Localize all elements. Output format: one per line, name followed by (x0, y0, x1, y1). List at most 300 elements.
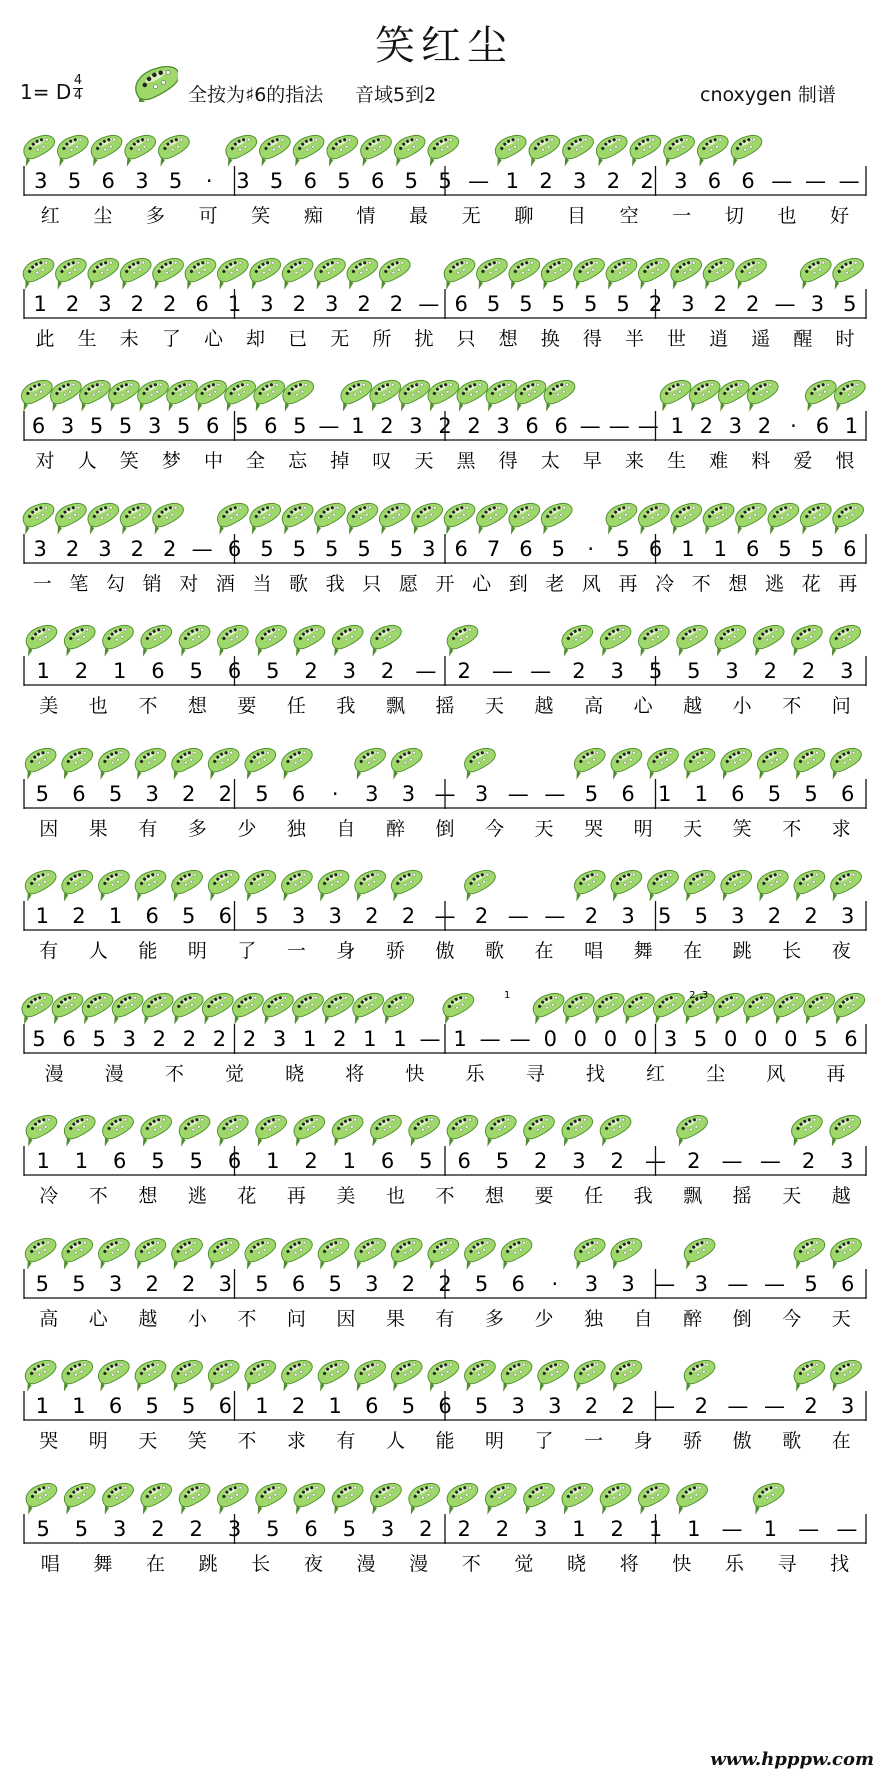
ocarina-icon (554, 1478, 597, 1514)
volta-label: 2, 3 (689, 989, 709, 1001)
score-system (0, 367, 888, 493)
jianpu-note: 5 (474, 1394, 489, 1418)
ocarina-icon (457, 743, 500, 779)
jianpu-note: 3 (236, 169, 250, 193)
jianpu-note: 1 (505, 169, 520, 193)
lyric-char: 求 (286, 1430, 306, 1452)
jianpu-note: 2 (438, 1271, 452, 1296)
lyric-char: 也 (88, 695, 108, 717)
jianpu-note: 5 (255, 781, 269, 806)
jianpu-note: 5 (328, 1271, 342, 1296)
lyric-char: 一 (286, 940, 306, 962)
jianpu-note: 3 (681, 291, 695, 316)
ocarina-icon (516, 1110, 559, 1146)
lyric-char: 切 (724, 205, 744, 227)
ocarina-icon (74, 988, 117, 1024)
jianpu-note: 2 (65, 291, 80, 316)
jianpu-note: — (838, 169, 860, 193)
jianpu-note: — (654, 1394, 676, 1418)
score-system (0, 980, 888, 1106)
jianpu-note: — (418, 291, 440, 316)
jianpu-note: 6 (745, 536, 760, 561)
jianpu-note: 5 (108, 781, 123, 806)
jianpu-note: 3 (291, 904, 306, 928)
lyric-char: 聊 (514, 205, 534, 227)
jianpu-note: 5 (32, 1026, 46, 1051)
jianpu-note: 2 (333, 1026, 347, 1051)
ocarina-icon (44, 988, 87, 1024)
lyric-char: 想 (728, 572, 748, 595)
lyric-char: 红 (40, 205, 60, 227)
jianpu-note: 2 (182, 1026, 197, 1051)
lyric-char: 不 (164, 1062, 184, 1085)
jianpu-note: 0 (723, 1026, 738, 1051)
jianpu-note: 0 (754, 1026, 768, 1051)
jianpu-note: 1 (74, 1149, 89, 1173)
jianpu-note: 5 (92, 1026, 106, 1051)
jianpu-note: 2 (713, 291, 727, 316)
ocarina-icon (695, 498, 738, 534)
ocarina-icon (324, 620, 367, 656)
jianpu-note: 6 (227, 536, 242, 561)
lyric-char: 越 (138, 1307, 158, 1330)
jianpu-note: 3 (108, 1271, 123, 1296)
ocarina-icon (274, 1355, 317, 1391)
jianpu-note: 5 (693, 1026, 708, 1051)
lyric-char: 中 (203, 450, 223, 472)
jianpu-note: 2 (401, 1271, 416, 1296)
jianpu-note: 6 (227, 1149, 242, 1173)
jianpu-note: 3 (663, 1026, 678, 1051)
ocarina-icon (310, 1233, 353, 1269)
ocarina-icon (17, 1233, 60, 1269)
system-canvas (0, 367, 888, 493)
lyric-char: 任 (286, 695, 306, 717)
lyric-char: 愿 (398, 572, 418, 595)
jianpu-note: 6 (370, 169, 385, 193)
jianpu-note: 6 (72, 781, 86, 806)
ocarina-icon (248, 620, 291, 656)
jianpu-note: 3 (365, 1271, 379, 1296)
ocarina-icon (128, 66, 178, 102)
ocarina-icon (80, 253, 123, 289)
jianpu-note: 1 (266, 1149, 280, 1173)
ocarina-icon (210, 1478, 253, 1514)
ocarina-icon (792, 253, 835, 289)
ocarina-icon (792, 498, 835, 534)
lyric-char: 一 (672, 205, 692, 227)
jianpu-note: 2 (801, 1149, 816, 1173)
ocarina-icon (347, 743, 390, 779)
jianpu-note: 0 (543, 1026, 557, 1051)
ocarina-icon (401, 1478, 444, 1514)
jianpu-note: 3 (145, 781, 159, 806)
ocarina-icon (676, 1233, 719, 1269)
lyric-char: 跳 (732, 940, 752, 962)
ocarina-icon (436, 498, 479, 534)
jianpu-note: — (763, 1394, 785, 1418)
ocarina-icon (133, 620, 176, 656)
ocarina-icon (371, 498, 414, 534)
lyric-char: 天 (485, 695, 505, 717)
lyric-char: 要 (534, 1185, 554, 1207)
jianpu-note: 5 (419, 1149, 433, 1173)
ocarina-icon (457, 865, 500, 901)
jianpu-note: 6 (843, 536, 857, 561)
jianpu-note: — (727, 1394, 749, 1418)
lyric-char: 晓 (567, 1552, 587, 1575)
ocarina-icon (493, 1355, 536, 1391)
jianpu-note: 2 (130, 291, 145, 316)
lyric-char: 长 (782, 940, 802, 962)
jianpu-note: 1 (363, 1026, 377, 1051)
ocarina-icon (676, 1355, 719, 1391)
jianpu-note: — (468, 169, 490, 193)
jianpu-note: 2 (767, 904, 782, 928)
ocarina-icon (54, 1233, 97, 1269)
ocarina-icon (324, 1478, 367, 1514)
ocarina-icon (603, 1355, 646, 1391)
ocarina-icon (533, 498, 576, 534)
jianpu-note: — (530, 659, 552, 683)
ocarina-icon (493, 1233, 536, 1269)
ocarina-icon (786, 743, 829, 779)
lyric-char: 能 (138, 940, 158, 962)
jianpu-note: 2 (699, 414, 713, 438)
lyric-char: 尘 (706, 1062, 726, 1085)
jianpu-note: 5 (36, 1516, 50, 1541)
lyric-char: 问 (286, 1307, 306, 1330)
lyric-char: 爱 (793, 450, 813, 472)
ocarina-icon (248, 1478, 291, 1514)
jianpu-note: 3 (98, 291, 112, 316)
lyric-char: 只 (362, 572, 382, 595)
jianpu-note: 5 (266, 659, 280, 683)
ocarina-icon (274, 498, 317, 534)
jianpu-note: 2 (357, 291, 371, 316)
jianpu-note: 3 (810, 291, 825, 316)
lyric-char: 得 (498, 450, 518, 472)
lyric-char: 天 (683, 817, 703, 840)
lyric-char: 因 (39, 817, 59, 840)
ocarina-icon (823, 1355, 866, 1391)
lyric-char: 高 (584, 695, 604, 717)
lyric-char: 目 (567, 205, 587, 227)
ocarina-icon (669, 620, 712, 656)
lyric-char: 天 (138, 1430, 158, 1452)
jianpu-note: 2 (242, 1026, 257, 1051)
jianpu-note: — (579, 414, 601, 438)
lyric-char: 梦 (161, 450, 181, 472)
jianpu-note: 2 (745, 291, 760, 316)
lyric-char: 黑 (456, 450, 476, 472)
ocarina-icon (91, 865, 134, 901)
ocarina-icon (333, 375, 376, 411)
lyric-char: 在 (146, 1552, 166, 1575)
system-canvas (0, 490, 888, 616)
jianpu-note: 3 (401, 781, 416, 806)
jianpu-note: 2 (182, 1271, 196, 1296)
lyric-char: 歌 (289, 572, 309, 595)
ocarina-icon (477, 1478, 520, 1514)
jianpu-note: — (721, 1149, 743, 1173)
ocarina-icon (386, 130, 429, 166)
ocarina-icon (177, 253, 220, 289)
jianpu-note: 6 (145, 904, 159, 928)
ocarina-icon (210, 1110, 253, 1146)
jianpu-note: 3 (474, 781, 489, 806)
lyric-char: 尘 (93, 205, 113, 227)
ocarina-icon (237, 1355, 280, 1391)
ocarina-icon (592, 1478, 635, 1514)
lyric-char: 人 (77, 450, 97, 472)
score-system (0, 245, 888, 371)
jianpu-note: 5 (486, 291, 501, 316)
ocarina-icon (566, 743, 609, 779)
jianpu-note: — (434, 904, 456, 928)
jianpu-note: 6 (525, 414, 539, 438)
lyric-char: 天 (534, 817, 554, 840)
jianpu-note: 5 (266, 1516, 280, 1541)
jianpu-note: 3 (422, 536, 436, 561)
jianpu-note: 3 (548, 1394, 562, 1418)
jianpu-note: 6 (457, 1149, 471, 1173)
lyric-char: 骄 (385, 940, 405, 962)
jianpu-note: 5 (438, 169, 452, 193)
ocarina-icon (652, 375, 695, 411)
ocarina-icon (439, 1110, 482, 1146)
ocarina-icon (14, 375, 57, 411)
lyric-char: 我 (336, 695, 356, 717)
ocarina-icon (18, 1110, 61, 1146)
lyric-char: 找 (830, 1552, 850, 1575)
ocarina-icon (285, 988, 328, 1024)
ocarina-icon (622, 130, 665, 166)
ocarina-icon (225, 988, 268, 1024)
jianpu-note: 3 (227, 1516, 242, 1541)
jianpu-note: 5 (584, 291, 598, 316)
ocarina-icon (436, 253, 479, 289)
lyric-char: 舞 (633, 940, 653, 962)
jianpu-note: 3 (572, 1149, 586, 1173)
lyric-char: 明 (187, 940, 207, 962)
lyric-char: 想 (138, 1185, 158, 1207)
ocarina-icon (91, 1233, 134, 1269)
lyric-char: 老 (545, 572, 565, 595)
jianpu-note: 5 (804, 1271, 818, 1296)
lyric-char: 一 (32, 572, 52, 595)
ocarina-icon (401, 1110, 444, 1146)
jianpu-note: 5 (767, 781, 782, 806)
ocarina-icon (274, 253, 317, 289)
ocarina-icon (133, 1110, 176, 1146)
jianpu-note: 6 (841, 1271, 855, 1296)
ocarina-icon (56, 620, 99, 656)
lyric-char: 舞 (93, 1552, 113, 1575)
lyric-char: 天 (414, 450, 434, 472)
jianpu-note: 5 (810, 536, 825, 561)
jianpu-note: 2 (757, 414, 772, 438)
ocarina-icon (339, 253, 382, 289)
ocarina-icon (210, 498, 253, 534)
jianpu-note: — (544, 904, 566, 928)
ocarina-icon (164, 1233, 207, 1269)
ocarina-icon (439, 620, 482, 656)
score-system (0, 1470, 888, 1596)
lyric-char: 少 (237, 817, 257, 840)
lyric-char: 今 (782, 1307, 802, 1330)
score-system (0, 1347, 888, 1473)
jianpu-note: 5 (74, 1516, 89, 1541)
ocarina-icon (420, 1355, 463, 1391)
jianpu-note: — (774, 291, 796, 316)
lyric-char: 得 (582, 327, 602, 350)
lyric-char: 好 (830, 205, 850, 227)
lyric-char: 有 (336, 1430, 356, 1452)
lyric-char: 醉 (385, 817, 405, 840)
lyric-char: 身 (633, 1430, 653, 1452)
ocarina-icon (112, 498, 155, 534)
lyric-char: 所 (372, 327, 392, 350)
jianpu-note: — (771, 169, 793, 193)
lyric-char: 傲 (732, 1430, 752, 1452)
jianpu-note: 6 (218, 1394, 233, 1418)
ocarina-icon (210, 620, 253, 656)
jianpu-note: — (798, 1516, 820, 1541)
ocarina-icon (127, 1233, 170, 1269)
jianpu-note: 6 (731, 781, 745, 806)
ocarina-icon (83, 130, 126, 166)
jianpu-note: — (507, 904, 529, 928)
lyric-char: 全 (246, 450, 266, 472)
jianpu-note: — (608, 414, 630, 438)
lyric-char: 只 (456, 327, 476, 350)
jianpu-note: 3 (409, 414, 423, 438)
lyric-char: 痴 (303, 205, 323, 227)
ocarina-icon (530, 1355, 573, 1391)
ocarina-icon (274, 743, 317, 779)
lyric-char: 难 (709, 450, 729, 472)
ocarina-icon (17, 865, 60, 901)
jianpu-note: 3 (841, 1394, 855, 1418)
ocarina-icon (745, 1478, 788, 1514)
jianpu-note: · (790, 414, 797, 438)
lyric-char: 哭 (584, 817, 604, 840)
ocarina-icon (555, 988, 598, 1024)
jianpu-note: 1 (255, 1394, 269, 1418)
lyric-char: 我 (325, 572, 345, 595)
jianpu-note: 5 (177, 414, 191, 438)
ocarina-icon (457, 1355, 500, 1391)
lyric-char: 果 (385, 1307, 405, 1330)
score-system (0, 735, 888, 861)
ocarina-icon (796, 988, 839, 1024)
lyric-char: 觉 (514, 1552, 534, 1575)
lyric-char: 不 (88, 1185, 108, 1207)
jianpu-note: 2 (495, 1516, 510, 1541)
ocarina-icon (728, 253, 771, 289)
jianpu-note: 3 (272, 1026, 287, 1051)
system-canvas (0, 122, 888, 248)
jianpu-note: 6 (303, 169, 317, 193)
lyric-char: 高 (39, 1307, 59, 1330)
ocarina-icon (477, 1110, 520, 1146)
lyric-char: 了 (534, 1430, 554, 1452)
lyric-char: 一 (584, 1430, 604, 1452)
jianpu-note: 3 (380, 1516, 395, 1541)
ocarina-icon (420, 1233, 463, 1269)
lyric-char: 心 (203, 327, 223, 350)
jianpu-note: 3 (324, 291, 339, 316)
lyric-char: 却 (246, 327, 266, 350)
jianpu-note: 3 (328, 904, 342, 928)
range-note: 音域5到2 (355, 84, 437, 106)
jianpu-note: 2 (182, 781, 196, 806)
jianpu-note: 2 (610, 1516, 624, 1541)
ocarina-icon (375, 988, 418, 1024)
jianpu-note: 6 (195, 291, 209, 316)
lyric-char: 小 (187, 1307, 207, 1330)
lyric-char: 笑 (187, 1430, 207, 1452)
jianpu-note: 1 (351, 414, 365, 438)
score-system (0, 857, 888, 983)
ocarina-icon (823, 1233, 866, 1269)
jianpu-note: 5 (843, 291, 857, 316)
lyric-char: 能 (435, 1430, 455, 1452)
jianpu-note: 2 (389, 291, 404, 316)
jianpu-note: 2 (648, 291, 663, 316)
jianpu-note: 6 (62, 1026, 76, 1051)
ocarina-icon (615, 988, 658, 1024)
jianpu-note: 3 (365, 781, 379, 806)
ocarina-icon (200, 865, 243, 901)
jianpu-note: 2 (212, 1026, 227, 1051)
lyric-char: 心 (472, 572, 492, 595)
lyric-char: 对 (179, 572, 199, 595)
jianpu-note: — (479, 1026, 501, 1051)
lyric-char: 天 (831, 1307, 851, 1330)
lyric-char: 将 (619, 1552, 639, 1575)
score-system (0, 612, 888, 738)
ocarina-icon (420, 130, 463, 166)
lyric-char: 我 (633, 1185, 653, 1207)
ocarina-icon (145, 498, 188, 534)
jianpu-note: 5 (616, 536, 630, 561)
lyric-char: 人 (88, 940, 108, 962)
ocarina-icon (310, 1355, 353, 1391)
ocarina-icon (383, 1233, 426, 1269)
ocarina-icon (603, 743, 646, 779)
ocarina-icon (383, 865, 426, 901)
ocarina-icon (640, 743, 683, 779)
ocarina-icon (112, 253, 155, 289)
jianpu-note: 1 (648, 1516, 663, 1541)
jianpu-note: 1 (72, 1394, 86, 1418)
lyric-char: 倒 (732, 1307, 752, 1330)
jianpu-note: 2 (163, 291, 177, 316)
jianpu-note: 5 (72, 1271, 86, 1296)
lyric-char: 在 (534, 940, 554, 962)
lyric-char: 最 (409, 205, 429, 227)
ocarina-icon (319, 130, 362, 166)
lyric-char: 摇 (732, 1185, 752, 1207)
ocarina-icon (17, 743, 60, 779)
jianpu-note: 1 (844, 414, 859, 438)
lyric-char: 半 (624, 327, 644, 350)
jianpu-note: 5 (189, 1149, 203, 1173)
jianpu-note: 3 (260, 291, 274, 316)
lyric-char: 花 (801, 572, 821, 595)
